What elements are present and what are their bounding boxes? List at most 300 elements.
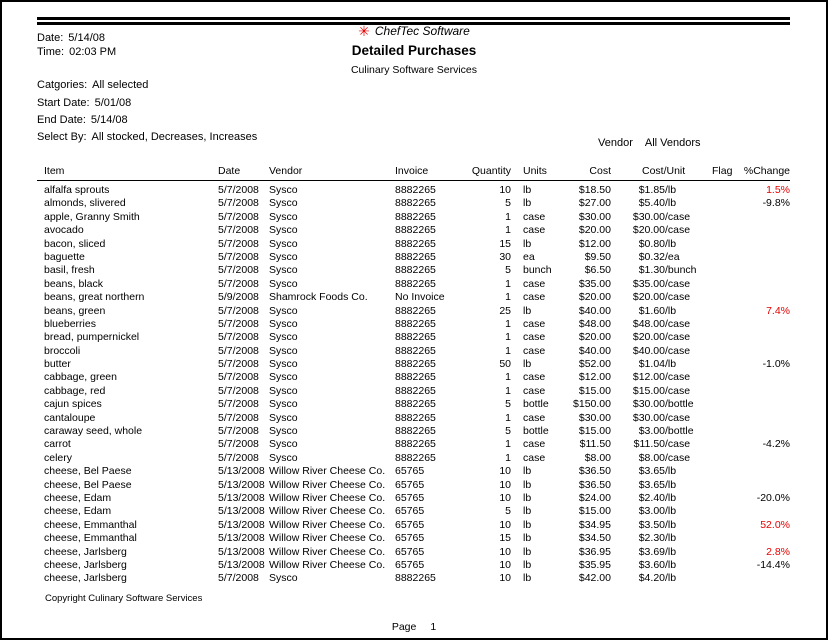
- cell-date: 5/7/2008: [218, 197, 259, 210]
- cell-flag: [712, 385, 732, 398]
- cell-pct-change: -1.0%: [762, 358, 790, 371]
- cell-cost: $40.00: [578, 344, 611, 357]
- table-row: [37, 197, 790, 210]
- cell-pct-change: [732, 398, 790, 411]
- cell-invoice: 8882265: [395, 344, 436, 357]
- purchases-rows: [37, 184, 790, 586]
- cell-cost-unit-amount: $3.50: [638, 518, 665, 531]
- cell-quantity: 1: [505, 384, 511, 397]
- cell-pct-change: [732, 211, 790, 224]
- categories-label: Catgories:: [37, 79, 88, 91]
- cell-cost-unit-unit: /case: [665, 384, 691, 397]
- cell-quantity: 5: [505, 425, 511, 438]
- cell-cost: $36.50: [578, 478, 611, 491]
- cell-cost: $15.00: [578, 505, 611, 518]
- cell-item: baguette: [44, 250, 85, 263]
- cell-units: lb: [523, 572, 532, 585]
- cell-units: case: [523, 438, 546, 451]
- cell-flag: [712, 224, 732, 237]
- cell-flag: [712, 425, 732, 438]
- select-by-line: [37, 131, 257, 143]
- cell-quantity: 1: [505, 277, 511, 290]
- cell-cost-unit-amount: $1.60: [638, 304, 665, 317]
- cell-quantity: 1: [505, 451, 511, 464]
- cell-vendor: Sysco: [269, 344, 298, 357]
- cell-cost-unit-unit: /lb: [665, 358, 677, 371]
- cell-units: case: [523, 224, 546, 237]
- cell-flag: [712, 358, 732, 371]
- cell-quantity: 10: [499, 558, 511, 571]
- cell-invoice: 65765: [395, 478, 425, 491]
- cell-invoice: 8882265: [395, 358, 436, 371]
- cell-date: 5/13/2008: [218, 491, 265, 504]
- cell-date: 5/7/2008: [218, 384, 259, 397]
- cell-cost-unit-amount: $40.00: [632, 344, 665, 357]
- table-row: [37, 412, 790, 425]
- time-label: Time:: [37, 46, 65, 58]
- table-row: [37, 331, 790, 344]
- cell-pct-change: [732, 371, 790, 384]
- cell-invoice: 8882265: [395, 210, 436, 223]
- cell-cost-unit-amount: $48.00: [632, 317, 665, 330]
- table-row: [37, 305, 790, 318]
- cell-units: case: [523, 384, 546, 397]
- cell-pct-change: [732, 318, 790, 331]
- brand-name: ChefTec Software: [374, 24, 470, 38]
- cell-quantity: 5: [505, 197, 511, 210]
- cell-pct-change: [732, 412, 790, 425]
- cell-item: beans, black: [44, 277, 103, 290]
- cell-cost-unit-unit: /case: [665, 411, 691, 424]
- cell-cost-unit-unit: /case: [665, 277, 691, 290]
- cell-flag: [712, 251, 732, 264]
- cell-units: lb: [523, 491, 532, 504]
- cell-cost-unit-unit: /case: [665, 451, 691, 464]
- cell-item: cheese, Bel Paese: [44, 478, 132, 491]
- page-number: 1: [430, 621, 437, 633]
- cell-cost-unit-amount: $30.00: [632, 210, 665, 223]
- cell-date: 5/7/2008: [218, 572, 259, 585]
- cell-invoice: 8882265: [395, 237, 436, 250]
- cell-item: cantaloupe: [44, 411, 96, 424]
- cell-vendor: Sysco: [269, 277, 298, 290]
- col-header-units: Units: [523, 165, 547, 177]
- cell-units: case: [523, 317, 546, 330]
- cell-units: lb: [523, 545, 532, 558]
- col-header-quantity: Quantity: [471, 165, 511, 177]
- page-label: Page: [391, 621, 417, 633]
- table-row: [37, 278, 790, 291]
- cell-quantity: 25: [499, 304, 511, 317]
- cell-item: almonds, slivered: [44, 197, 126, 210]
- cell-cost: $35.95: [578, 558, 611, 571]
- cell-flag: [712, 398, 732, 411]
- cell-flag: [712, 546, 732, 559]
- cell-pct-change: [732, 452, 790, 465]
- cell-vendor: Willow River Cheese Co.: [269, 545, 386, 558]
- cell-invoice: 65765: [395, 558, 425, 571]
- cell-vendor: Sysco: [269, 411, 298, 424]
- cell-cost-unit-amount: $3.65: [638, 478, 665, 491]
- table-row: [37, 224, 790, 237]
- cell-cost: $40.00: [578, 304, 611, 317]
- cell-vendor: Sysco: [269, 210, 298, 223]
- cell-cost-unit-amount: $11.50: [633, 438, 665, 451]
- cell-invoice: 65765: [395, 545, 425, 558]
- cell-date: 5/7/2008: [218, 277, 259, 290]
- select-by-label: Select By:: [37, 131, 87, 143]
- cell-flag: [712, 331, 732, 344]
- cell-vendor: Sysco: [269, 572, 298, 585]
- cell-cost: $15.00: [578, 384, 611, 397]
- cell-units: case: [523, 344, 546, 357]
- cell-vendor: Sysco: [269, 371, 298, 384]
- table-row: [37, 345, 790, 358]
- cell-cost: $24.00: [578, 491, 611, 504]
- cell-flag: [712, 559, 732, 572]
- cell-vendor: Sysco: [269, 317, 298, 330]
- cell-date: 5/7/2008: [218, 210, 259, 223]
- cell-cost: $11.50: [579, 438, 611, 451]
- cell-cost-unit-unit: /case: [665, 224, 691, 237]
- cell-cost-unit-unit: /bottle: [665, 425, 694, 438]
- cell-cost-unit-amount: $12.00: [632, 371, 665, 384]
- cell-units: lb: [523, 304, 532, 317]
- start-date-value: 5/01/08: [94, 97, 132, 109]
- cell-vendor: Sysco: [269, 425, 298, 438]
- table-row: [37, 318, 790, 331]
- cell-date: 5/7/2008: [218, 425, 259, 438]
- cell-quantity: 1: [505, 344, 511, 357]
- cell-cost-unit-unit: /lb: [665, 558, 677, 571]
- cell-flag: [712, 264, 732, 277]
- cell-cost: $34.95: [578, 518, 611, 531]
- cell-units: ea: [523, 250, 535, 263]
- cell-cost-unit-amount: $20.00: [632, 291, 665, 304]
- cell-cost-unit-amount: $1.30: [638, 264, 665, 277]
- cell-date: 5/7/2008: [218, 264, 259, 277]
- cell-item: caraway seed, whole: [44, 425, 143, 438]
- cell-units: bottle: [523, 425, 549, 438]
- cell-cost-unit-amount: $15.00: [632, 384, 665, 397]
- table-row: [37, 438, 790, 451]
- cell-quantity: 10: [499, 184, 511, 196]
- cell-units: lb: [523, 478, 532, 491]
- cell-pct-change: 1.5%: [766, 184, 790, 196]
- cell-cost: $8.00: [584, 451, 611, 464]
- cell-units: case: [523, 371, 546, 384]
- table-row: [37, 371, 790, 384]
- cell-date: 5/7/2008: [218, 371, 259, 384]
- cell-cost: $150.00: [573, 398, 611, 411]
- cell-flag: [712, 438, 732, 451]
- cell-units: case: [523, 277, 546, 290]
- cell-date: 5/7/2008: [218, 184, 259, 196]
- cell-item: cheese, Emmanthal: [44, 518, 137, 531]
- cell-item: cheese, Jarlsberg: [44, 545, 127, 558]
- cell-invoice: 65765: [395, 532, 425, 545]
- cell-cost-unit-unit: /bunch: [665, 264, 697, 277]
- cell-flag: [712, 305, 732, 318]
- table-row: [37, 492, 790, 505]
- cell-cost-unit-amount: $35.00: [632, 277, 665, 290]
- cell-pct-change: [732, 479, 790, 492]
- cell-vendor: Sysco: [269, 224, 298, 237]
- table-row: [37, 358, 790, 371]
- cell-flag: [712, 184, 732, 197]
- cell-pct-change: [732, 264, 790, 277]
- cell-pct-change: -4.2%: [762, 438, 790, 451]
- cell-quantity: 15: [499, 532, 511, 545]
- cell-cost-unit-amount: $3.60: [638, 558, 665, 571]
- cell-pct-change: 2.8%: [766, 545, 790, 558]
- col-header-invoice: Invoice: [395, 165, 429, 177]
- cell-date: 5/13/2008: [218, 545, 265, 558]
- cell-cost: $36.95: [578, 545, 611, 558]
- cell-item: alfalfa sprouts: [44, 184, 110, 196]
- cell-cost: $34.50: [578, 532, 611, 545]
- table-row: [37, 291, 790, 304]
- cell-item: cabbage, red: [44, 384, 106, 397]
- cell-pct-change: -9.8%: [762, 197, 790, 210]
- cell-vendor: Sysco: [269, 250, 298, 263]
- col-header-vendor: Vendor: [269, 165, 303, 177]
- cell-cost: $30.00: [578, 411, 611, 424]
- cell-quantity: 5: [505, 264, 511, 277]
- table-row: [37, 452, 790, 465]
- cell-item: carrot: [44, 438, 71, 451]
- cell-flag: [712, 505, 732, 518]
- table-row: [37, 546, 790, 559]
- copyright-text: Copyright Culinary Software Services: [45, 593, 203, 604]
- cell-date: 5/7/2008: [218, 304, 259, 317]
- cell-vendor: Willow River Cheese Co.: [269, 465, 386, 478]
- cell-invoice: 8882265: [395, 197, 436, 210]
- cell-item: cheese, Edam: [44, 505, 112, 518]
- cell-pct-change: [732, 385, 790, 398]
- end-date-line: [37, 114, 128, 126]
- cell-vendor: Sysco: [269, 398, 298, 411]
- cell-invoice: No Invoice: [395, 291, 445, 304]
- cell-cost-unit-unit: /lb: [665, 572, 677, 585]
- cell-cost: $9.50: [584, 250, 611, 263]
- cell-vendor: Sysco: [269, 451, 298, 464]
- cell-pct-change: -20.0%: [756, 491, 790, 504]
- cell-item: apple, Granny Smith: [44, 210, 140, 223]
- time-value: 02:03 PM: [69, 46, 117, 58]
- cell-pct-change: 7.4%: [766, 304, 790, 317]
- cell-cost-unit-amount: $30.00: [632, 411, 665, 424]
- cell-cost: $35.00: [578, 277, 611, 290]
- cell-cost: $27.00: [578, 197, 611, 210]
- cell-flag: [712, 278, 732, 291]
- cell-vendor: Sysco: [269, 438, 298, 451]
- end-date-label: End Date:: [37, 114, 86, 126]
- cell-vendor: Willow River Cheese Co.: [269, 491, 386, 504]
- cell-date: 5/7/2008: [218, 398, 259, 411]
- cell-cost: $30.00: [578, 210, 611, 223]
- table-row: [37, 211, 790, 224]
- cell-units: lb: [523, 358, 532, 371]
- cell-cost: $12.00: [578, 237, 611, 250]
- cell-cost-unit-unit: /lb: [665, 197, 677, 210]
- cell-item: beans, great northern: [44, 291, 145, 304]
- cell-cost-unit-amount: $1.04: [638, 358, 665, 371]
- cell-date: 5/7/2008: [218, 438, 259, 451]
- cell-item: beans, green: [44, 304, 106, 317]
- cell-cost: $52.00: [578, 358, 611, 371]
- cell-flag: [712, 291, 732, 304]
- cell-quantity: 15: [499, 237, 511, 250]
- cell-cost: $20.00: [578, 224, 611, 237]
- report-subtitle: Culinary Software Services: [350, 64, 478, 76]
- cell-flag: [712, 211, 732, 224]
- cell-date: 5/13/2008: [218, 478, 265, 491]
- cell-vendor: Sysco: [269, 264, 298, 277]
- cell-date: 5/7/2008: [218, 250, 259, 263]
- cell-vendor: Sysco: [269, 184, 298, 196]
- vendor-filter-line: [598, 137, 701, 149]
- cell-flag: [712, 519, 732, 532]
- col-header-cost: Cost: [589, 165, 611, 177]
- cell-pct-change: [732, 505, 790, 518]
- cell-cost-unit-unit: /lb: [665, 505, 677, 518]
- table-row: [37, 559, 790, 572]
- table-row: [37, 238, 790, 251]
- cell-vendor: Sysco: [269, 304, 298, 317]
- table-row: [37, 184, 790, 197]
- categories-value: All selected: [92, 79, 149, 91]
- cell-date: 5/7/2008: [218, 411, 259, 424]
- cell-cost-unit-amount: $3.00: [638, 505, 665, 518]
- cell-pct-change: [732, 331, 790, 344]
- table-row: [37, 532, 790, 545]
- cell-flag: [712, 532, 732, 545]
- vendor-value: All Vendors: [644, 137, 701, 149]
- cell-date: 5/9/2008: [218, 291, 259, 304]
- cell-date: 5/13/2008: [218, 465, 265, 478]
- cell-item: cabbage, green: [44, 371, 117, 384]
- brand-row: [2, 23, 826, 40]
- cell-date: 5/13/2008: [218, 558, 265, 571]
- cell-quantity: 30: [499, 250, 511, 263]
- cell-cost-unit-amount: $3.69: [638, 545, 665, 558]
- cell-units: case: [523, 210, 546, 223]
- cell-cost-unit-amount: $0.32: [638, 250, 665, 263]
- cell-cost-unit-unit: /case: [665, 210, 691, 223]
- cell-units: lb: [523, 558, 532, 571]
- cell-quantity: 1: [505, 411, 511, 424]
- cell-invoice: 65765: [395, 505, 425, 518]
- cell-cost: $20.00: [578, 331, 611, 344]
- page-number-line: [2, 621, 826, 633]
- cell-flag: [712, 452, 732, 465]
- cell-invoice: 8882265: [395, 331, 436, 344]
- cell-quantity: 1: [505, 438, 511, 451]
- cell-invoice: 8882265: [395, 572, 436, 585]
- cell-cost-unit-unit: /lb: [665, 304, 677, 317]
- cell-cost: $15.00: [578, 425, 611, 438]
- cell-date: 5/7/2008: [218, 451, 259, 464]
- cell-cost-unit-amount: $0.80: [638, 237, 665, 250]
- cell-invoice: 65765: [395, 491, 425, 504]
- cell-flag: [712, 197, 732, 210]
- start-date-label: Start Date:: [37, 97, 90, 109]
- cell-quantity: 10: [499, 465, 511, 478]
- cell-date: 5/7/2008: [218, 317, 259, 330]
- cell-quantity: 1: [505, 224, 511, 237]
- cell-cost-unit-amount: $3.65: [638, 465, 665, 478]
- cell-invoice: 8882265: [395, 317, 436, 330]
- cell-item: bacon, sliced: [44, 237, 106, 250]
- cell-cost-unit-unit: /case: [665, 331, 691, 344]
- cell-invoice: 8882265: [395, 384, 436, 397]
- cell-cost-unit-amount: $2.40: [638, 491, 665, 504]
- cell-units: case: [523, 331, 546, 344]
- cell-pct-change: [732, 572, 790, 585]
- cell-units: bottle: [523, 398, 549, 411]
- cell-pct-change: -14.4%: [756, 558, 790, 571]
- cell-pct-change: [732, 465, 790, 478]
- cell-flag: [712, 238, 732, 251]
- cheftec-logo-icon: ✳: [358, 23, 370, 39]
- cell-flag: [712, 465, 732, 478]
- cell-item: basil, fresh: [44, 264, 95, 277]
- cell-cost: $20.00: [578, 291, 611, 304]
- cell-flag: [712, 345, 732, 358]
- cell-units: lb: [523, 465, 532, 478]
- table-row: [37, 465, 790, 478]
- cell-cost: $36.50: [578, 465, 611, 478]
- cell-vendor: Willow River Cheese Co.: [269, 518, 386, 531]
- cell-flag: [712, 371, 732, 384]
- cell-cost-unit-unit: /lb: [665, 518, 677, 531]
- cell-cost-unit-amount: $30.00: [632, 398, 665, 411]
- cell-flag: [712, 479, 732, 492]
- cell-units: case: [523, 291, 546, 304]
- cell-quantity: 10: [499, 545, 511, 558]
- cell-cost-unit-unit: /ea: [665, 250, 680, 263]
- cell-vendor: Willow River Cheese Co.: [269, 505, 386, 518]
- cell-date: 5/13/2008: [218, 505, 265, 518]
- cell-cost-unit-unit: /lb: [665, 184, 677, 196]
- table-row: [37, 425, 790, 438]
- cell-vendor: Sysco: [269, 331, 298, 344]
- cell-date: 5/13/2008: [218, 532, 265, 545]
- cell-invoice: 8882265: [395, 304, 436, 317]
- cell-invoice: 8882265: [395, 411, 436, 424]
- cell-invoice: 8882265: [395, 451, 436, 464]
- cell-date: 5/7/2008: [218, 344, 259, 357]
- cell-quantity: 1: [505, 291, 511, 304]
- table-row: [37, 398, 790, 411]
- cell-invoice: 8882265: [395, 371, 436, 384]
- cell-cost-unit-amount: $1.85: [638, 184, 665, 196]
- cell-quantity: 1: [505, 317, 511, 330]
- cell-units: lb: [523, 518, 532, 531]
- start-date-line: [37, 97, 131, 109]
- date-label: Date:: [37, 32, 64, 44]
- cell-item: butter: [44, 358, 71, 371]
- cell-cost-unit-unit: /lb: [665, 532, 677, 545]
- cell-invoice: 65765: [395, 465, 425, 478]
- select-by-value: All stocked, Decreases, Increases: [91, 131, 258, 143]
- cell-cost-unit-amount: $20.00: [632, 224, 665, 237]
- cell-invoice: 8882265: [395, 184, 436, 196]
- cell-cost-unit-amount: $2.30: [638, 532, 665, 545]
- categories-line: [37, 79, 148, 91]
- table-row: [37, 264, 790, 277]
